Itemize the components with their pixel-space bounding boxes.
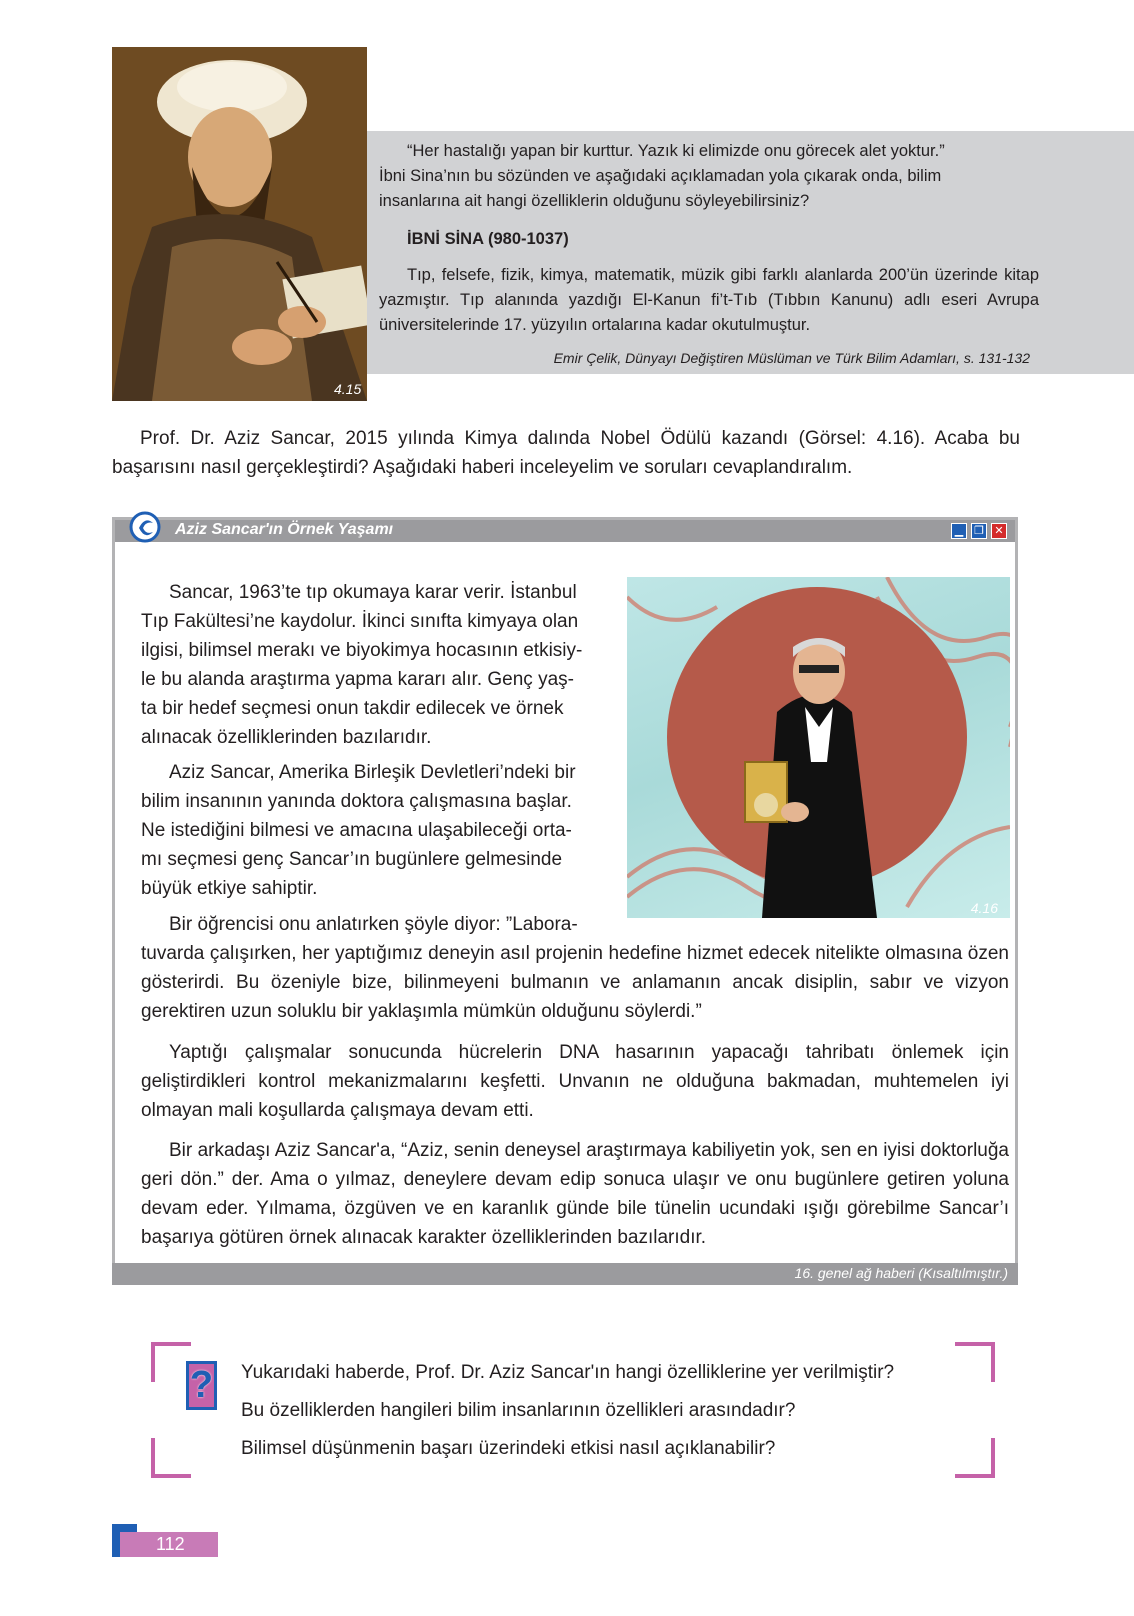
question-1: Yukarıdaki haberde, Prof. Dr. Aziz Sancar'ın hangi özelliklerine yer verilmiştir? bbox=[241, 1362, 895, 1383]
close-icon[interactable]: ✕ bbox=[991, 523, 1007, 539]
ibni-sina-info-box bbox=[367, 131, 1134, 374]
text-line: ilgisi, bilimsel merakı ve biyokimya hocasının etkisiy- bbox=[141, 640, 583, 661]
text-line: le bu alanda araştırma yapma kararı alır. Genç yaş- bbox=[141, 669, 574, 690]
question-3: Bilimsel düşünmenin başarı üzerindeki etkisi nasıl açıklanabilir? bbox=[241, 1438, 776, 1459]
text-line: bilim insanının yanında doktora çalışmasına başlar. bbox=[141, 791, 572, 812]
text-line: Sancar, 1963’te tıp okumaya karar verir. İstanbul bbox=[169, 582, 577, 603]
restore-icon[interactable]: ❐ bbox=[971, 523, 987, 539]
figure-number-4-16: 4.16 bbox=[970, 900, 998, 916]
paragraph-5: Bir arkadaşı Aziz Sancar'a, “Aziz, senin deneysel araştırmaya kabiliyetin yok, sen en iyisi doktorluğa geri dön.” der. Ama o yılmaz, deneylere devam edip sonuca ulaşır ve onu bugünlere getiren yoluna devam eder. Yılmama, özgüven ve en karanlık günde bile tünelin ucundaki ışığı görebilme Sancar’ı başarıya götüren örnek alınacak karakter özelliklerinden bazılarıdır. bbox=[141, 1140, 1009, 1248]
e-logo-icon bbox=[129, 511, 161, 543]
paragraph-1 bbox=[141, 578, 616, 752]
text-line: ta bir hedef seçmesi onun takdir edilecek ve örnek bbox=[141, 698, 564, 719]
news-source: 16. genel ağ haberi (Kısaltılmıştır.) bbox=[794, 1265, 1008, 1281]
quote-line: “Her hastalığı yapan bir kurttur. Yazık ki elimizde onu görecek alet yoktur.” bbox=[407, 142, 945, 160]
ibni-sina-bio: Tıp, felsefe, fizik, kimya, matematik, müzik gibi farklı alanlarda 200’ün üzerinde kitap yazmıştır. Tıp alanında yazdığı El-Kanun fi’t-Tıb (Tıbbın Kanunu) adlı eseri Avrupa üniversitelerinde 17. yüzyılın ortalarına kadar okutulmuştur. bbox=[379, 266, 1039, 334]
question-2: Bu özelliklerden hangileri bilim insanlarının özellikleri arasındadır? bbox=[241, 1400, 796, 1421]
paragraph-3-first-line: Bir öğrencisi onu anlatırken şöyle diyor: ”Labora- bbox=[169, 914, 578, 935]
frame-corner bbox=[151, 1438, 191, 1478]
paragraph-4: Yaptığı çalışmalar sonucunda hücrelerin DNA hasarının yapacağı tahribatı önlemek için geliştirdikleri kontrol mekanizmalarını keşfetti. Unvanın ne olduğuna bakmadan, muhtemelen iyi olmayan mali koşullarda çalışmaya devam etti. bbox=[141, 1042, 1009, 1121]
window-title: Aziz Sancar'ın Örnek Yaşamı bbox=[175, 521, 394, 538]
frame-corner bbox=[151, 1342, 191, 1382]
question-icon: ? bbox=[186, 1361, 217, 1410]
nobel-photo-illustration bbox=[627, 577, 1010, 918]
ibni-sina-illustration bbox=[112, 47, 367, 401]
text-line: büyük etkiye sahiptir. bbox=[141, 878, 318, 899]
quote-block bbox=[379, 139, 1039, 214]
intro-paragraph: Prof. Dr. Aziz Sancar, 2015 yılında Kimya dalında Nobel Ödülü kazandı (Görsel: 4.16). Acaba bu başarısını nasıl gerçekleştirdi? Aşağıdaki haberi inceleyelim ve soruları cevaplandıralım. bbox=[112, 428, 1020, 478]
text-line: Aziz Sancar, Amerika Birleşik Devletleri’ndeki bir bbox=[169, 762, 576, 783]
text-line: Tıp Fakültesi’ne kaydolur. İkinci sınıfta kimyaya olan bbox=[141, 611, 579, 632]
figure-number-4-15: 4.15 bbox=[334, 381, 362, 397]
frame-corner bbox=[955, 1438, 995, 1478]
minimize-icon[interactable]: ▁ bbox=[951, 523, 967, 539]
ibni-sina-portrait bbox=[112, 47, 367, 401]
page-number: 112 bbox=[120, 1532, 218, 1557]
source-citation: Emir Çelik, Dünyayı Değiştiren Müslüman ve Türk Bilim Adamları, s. 131-132 bbox=[553, 350, 1030, 366]
ibni-sina-heading: İBNİ SİNA (980-1037) bbox=[407, 230, 569, 248]
text-line: Ne istediğini bilmesi ve amacına ulaşabileceği orta- bbox=[141, 820, 572, 841]
frame-corner bbox=[955, 1342, 995, 1382]
quote-line: insanlarına ait hangi özelliklerin olduğunu söyleyebilirsiniz? bbox=[379, 192, 810, 210]
aziz-sancar-photo bbox=[627, 577, 1010, 918]
text-line: alınacak özelliklerinden bazılarıdır. bbox=[141, 727, 432, 748]
text-line: mı seçmesi genç Sancar’ın bugünlere gelmesinde bbox=[141, 849, 563, 870]
quote-line: İbni Sina’nın bu sözünden ve aşağıdaki açıklamadan yola çıkarak onda, bilim bbox=[379, 167, 942, 185]
paragraph-3: tuvarda çalışırken, her yaptığımız deneyin asıl projenin hedefine hizmet edecek nitelikte olmasına özen gösterirdi. Bu özeniyle bize, bilinmeyeni bulmanın ve anlamanın ancak disiplin, sabır ve vizyon gerektiren uzun soluklu bir yaklaşımla mümkün olduğunu söylerdi.” bbox=[141, 943, 1009, 1022]
paragraph-2 bbox=[141, 758, 616, 903]
window-footer bbox=[112, 1263, 1018, 1285]
window-title-bar bbox=[115, 520, 1015, 542]
